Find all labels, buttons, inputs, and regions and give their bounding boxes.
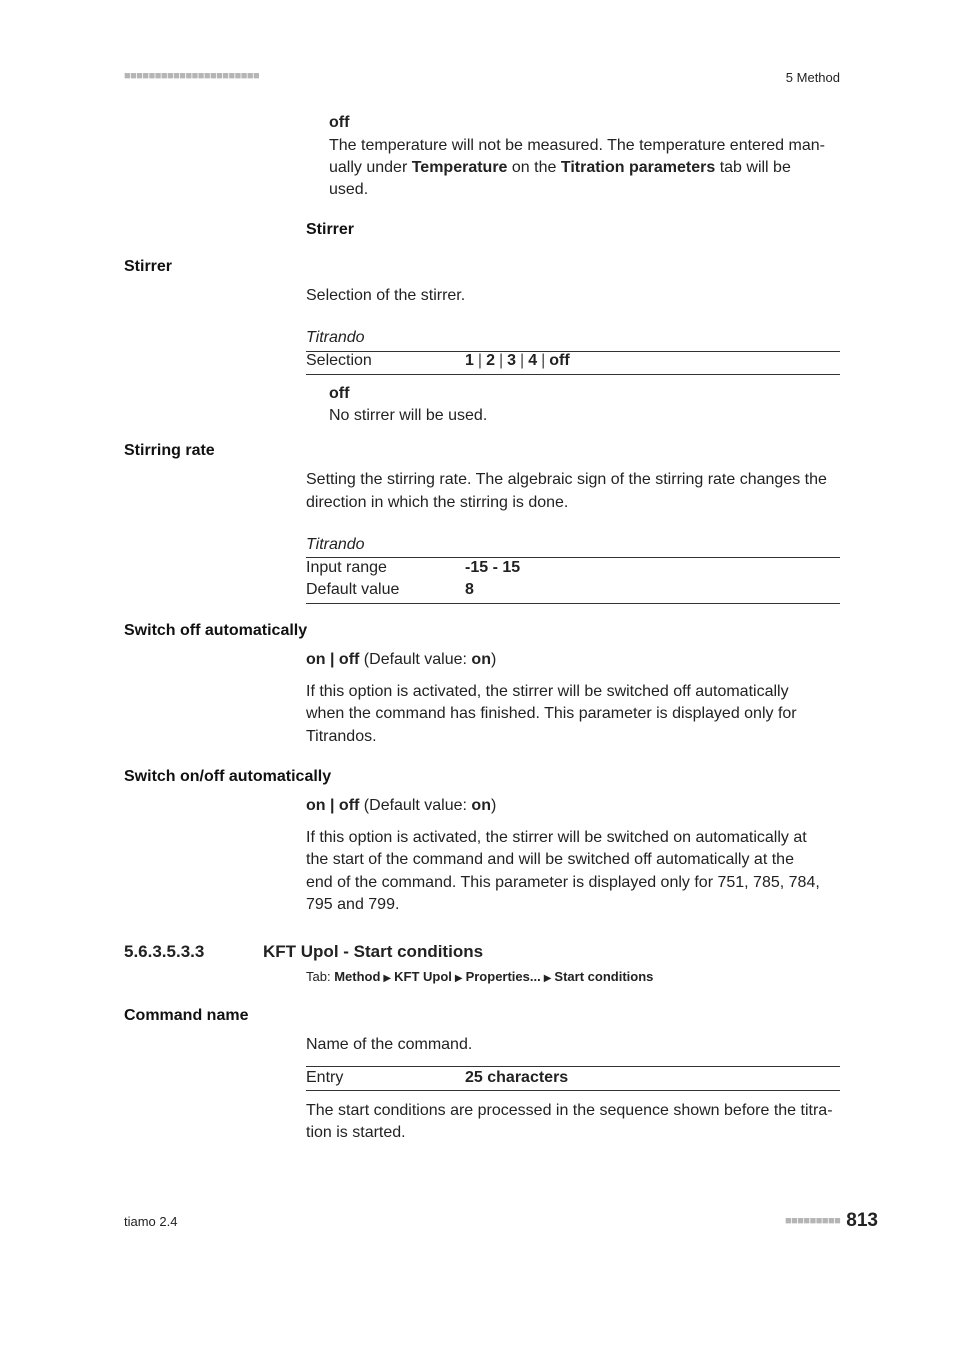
command-name-desc: Name of the command.: [306, 1036, 473, 1053]
arrow-right-icon: ▶: [383, 973, 392, 984]
command-name-heading: Command name: [124, 1007, 249, 1024]
footer-decoration: ■■■■■■■■■: [785, 1215, 841, 1227]
input-range-label: Input range: [306, 559, 387, 576]
stirring-rate-table-caption: Titrando: [306, 536, 365, 553]
section-title: KFT Upol - Start conditions: [263, 942, 484, 961]
table-rule: [306, 1066, 840, 1067]
stirrer-selection-values: 1 | 2 | 3 | 4 | off: [465, 352, 570, 369]
option-off-label: off: [329, 114, 350, 131]
switch-off-desc-line3: Titrandos.: [306, 728, 377, 745]
option-off-desc-line3: used.: [329, 181, 369, 198]
stirrer-off-desc: No stirrer will be used.: [329, 407, 488, 424]
stirring-rate-desc-line1: Setting the stirring rate. The algebraic sign of the stirring rate changes the: [306, 471, 827, 488]
tab-path: Tab: Method ▶ KFT Upol ▶ Properties... ▶ Start conditions: [306, 969, 654, 984]
switch-off-heading: Switch off automatically: [124, 622, 308, 639]
start-conditions-note-line1: The start conditions are processed in the sequence shown before the titra-: [306, 1102, 833, 1119]
stirrer-group-heading: Stirrer: [306, 221, 355, 238]
arrow-right-icon: ▶: [454, 973, 463, 984]
entry-label: Entry: [306, 1069, 344, 1086]
switch-off-desc-line2: when the command has finished. This parameter is displayed only for: [306, 705, 797, 722]
stirrer-table-caption: Titrando: [306, 329, 365, 346]
switch-onoff-heading: Switch on/off automatically: [124, 768, 332, 785]
switch-onoff-options: on | off (Default value: on): [306, 797, 497, 814]
switch-onoff-desc-line4: 795 and 799.: [306, 896, 400, 913]
stirrer-selection-label: Selection: [306, 352, 372, 369]
stirrer-description: Selection of the stirrer.: [306, 287, 466, 304]
header-decoration: ■■■■■■■■■■■■■■■■■■■■■■: [124, 70, 260, 82]
option-off-desc-line1: The temperature will not be measured. The temperature entered man-: [329, 137, 825, 154]
switch-onoff-desc-line2: the start of the command and will be switched off automatically at the: [306, 851, 794, 868]
switch-off-desc-line1: If this option is activated, the stirrer will be switched off automatically: [306, 683, 789, 700]
product-name: tiamo 2.4: [124, 1214, 178, 1229]
chapter-title: 5 Method: [785, 70, 840, 85]
switch-off-options: on | off (Default value: on): [306, 651, 497, 668]
default-value-label: Default value: [306, 581, 400, 598]
page-number: ■■■■■■■■■ 813: [785, 1210, 878, 1231]
option-off-desc-line2: ually under Temperature on the Titration parameters tab will be: [329, 159, 791, 176]
section-number: 5.6.3.5.3.3: [124, 942, 205, 961]
start-conditions-note-line2: tion is started.: [306, 1124, 406, 1141]
input-range-value: -15 - 15: [465, 559, 521, 576]
arrow-right-icon: ▶: [543, 973, 552, 984]
switch-onoff-desc-line3: end of the command. This parameter is displayed only for 751, 785, 784,: [306, 874, 820, 891]
table-rule: [306, 1090, 840, 1091]
table-rule: [306, 351, 840, 352]
entry-value: 25 characters: [465, 1069, 569, 1086]
default-value-value: 8: [465, 581, 474, 598]
switch-onoff-desc-line1: If this option is activated, the stirrer will be switched on automatically at: [306, 829, 807, 846]
stirring-rate-desc-line2: direction in which the stirring is done.: [306, 494, 569, 511]
stirrer-heading: Stirrer: [124, 258, 173, 275]
stirrer-off-label: off: [329, 385, 350, 402]
table-rule: [306, 603, 840, 604]
stirring-rate-heading: Stirring rate: [124, 442, 215, 459]
table-rule: [306, 374, 840, 375]
